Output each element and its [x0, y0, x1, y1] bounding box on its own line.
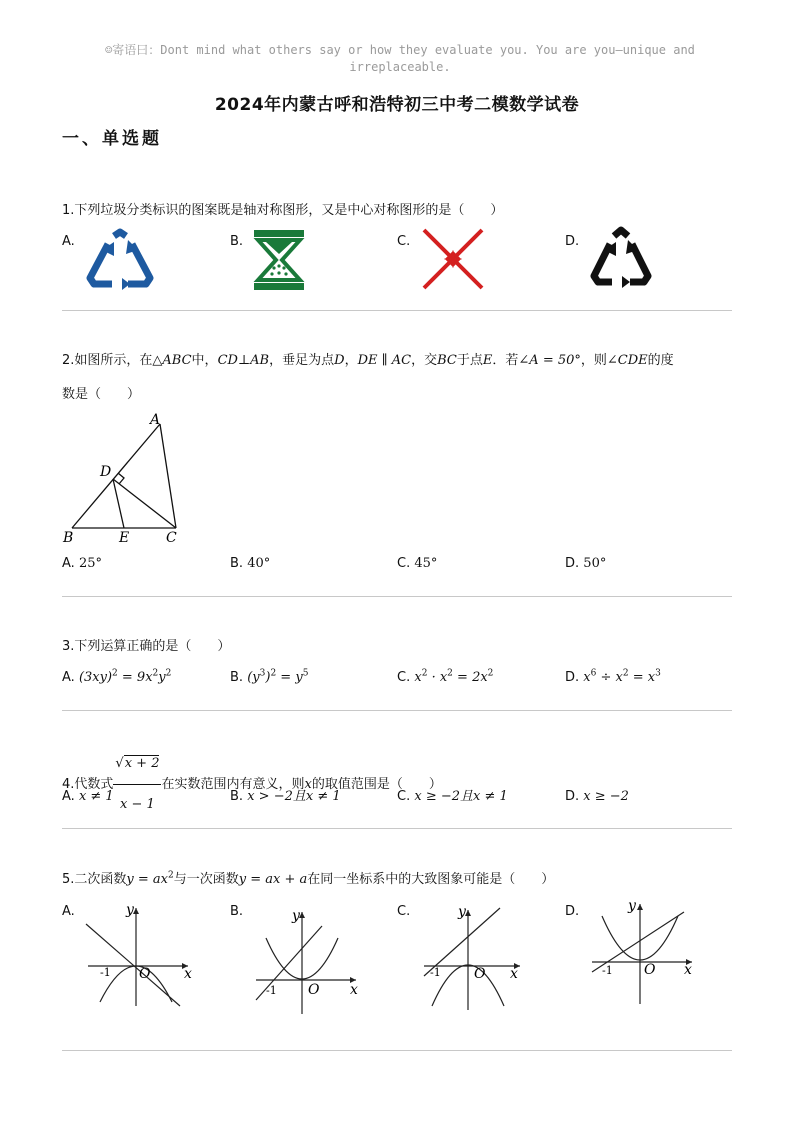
q4-fraction: $\frac{√x + 2}{x - 1}$: [113, 744, 161, 825]
q5-text-a: 5.二次函数: [62, 872, 127, 887]
q2-option-a: A. 25°: [62, 556, 102, 571]
q5-option-a-label: A.: [62, 904, 75, 919]
q4-option-c: C. x ≥ −2且x ≠ 1: [397, 789, 508, 804]
fig-label-a: A: [150, 412, 161, 428]
graph-c: [420, 902, 530, 1012]
q5-option-d-label: D.: [565, 904, 580, 919]
q4-option-d: D. x ≥ −2: [565, 789, 629, 804]
axis-x-label: x: [184, 966, 192, 982]
minus-one-label: -1: [430, 966, 441, 979]
axis-x-label: x: [510, 966, 518, 982]
q2-text-i: 的度: [647, 353, 674, 368]
question-4-text: [62, 744, 442, 825]
q4-prefix: 4.代数式: [62, 777, 114, 792]
question-2-text: [62, 350, 742, 372]
origin-label: O: [644, 962, 656, 978]
q2-text-d: ，: [344, 353, 358, 368]
q2-text-g: ．若: [492, 353, 519, 368]
divider: [62, 596, 732, 597]
divider: [62, 310, 732, 311]
q1-option-c-label: C.: [397, 234, 411, 249]
q4-suffix-a: 在实数范围内有意义，则: [161, 777, 305, 792]
q2-e: E: [482, 353, 493, 368]
question-5-text: [62, 869, 554, 891]
q4-option-b: B. x > −2且x ≠ 1: [230, 789, 341, 804]
q5-f1: y = ax: [126, 872, 168, 887]
motto-line-2: irreplaceable.: [349, 60, 451, 74]
q4-option-a: A. x ≠ 1: [62, 789, 114, 804]
q5-text-b: 与一次函数: [173, 872, 239, 887]
recycle-triangle-icon: [588, 226, 654, 290]
q2-abc: ABC: [162, 353, 192, 368]
divider: [62, 710, 732, 711]
q2-angle-cde: ∠CDE: [606, 353, 648, 368]
question-1-text: 1.下列垃圾分类标识的图案既是轴对称图形，又是中心对称图形的是（ ）: [62, 203, 504, 218]
q4-denominator: x − 1: [120, 797, 155, 812]
motto-line-1: ☺寄语曰：Dont mind what others say or how they evaluate you. You are you—unique and: [105, 43, 695, 57]
q3-option-b: B. $(y^3)^2 = y^5$: [230, 668, 309, 685]
q4-suffix-b: 的取值范围是（ ）: [311, 777, 442, 792]
q2-text-f: 于点: [456, 353, 483, 368]
q2-text-c: ，垂足为点: [269, 353, 335, 368]
axis-x-label: x: [684, 962, 692, 978]
minus-one-label: -1: [100, 966, 111, 979]
q3-option-c: C. $x^2 \cdot x^2 = 2x^2$: [397, 668, 494, 685]
axis-y-label: y: [628, 898, 636, 914]
q2-bc: BC: [437, 353, 457, 368]
section-heading: 一、单选题: [62, 129, 162, 149]
q1-option-b-label: B.: [230, 234, 244, 249]
divider: [62, 828, 732, 829]
q2-text-e: ，交: [411, 353, 438, 368]
question-3-text: 3.下列运算正确的是（ ）: [62, 639, 231, 654]
graph-d: [588, 898, 698, 1008]
q5-option-c-label: C.: [397, 904, 411, 919]
axis-y-label: y: [292, 908, 300, 924]
q2-text-h: ，则: [580, 353, 607, 368]
fig-label-e: E: [119, 530, 130, 546]
origin-label: O: [139, 966, 151, 982]
q3-option-d: D. $x^6 \div x^2 = x^3$: [565, 668, 661, 685]
q2-text-a: 2.如图所示，在△: [62, 353, 163, 368]
q5-f1-sup: 2: [168, 870, 174, 881]
q2-option-b: B. 40°: [230, 556, 271, 571]
recycle-triangle-icon: [84, 228, 156, 292]
q1-option-d-label: D.: [565, 234, 580, 249]
fig-label-b: B: [63, 530, 74, 546]
motto-text: [60, 42, 740, 76]
q5-text-c: 在同一坐标系中的大致图象可能是（ ）: [307, 872, 555, 887]
q2-option-d: D. 50°: [565, 556, 607, 571]
fig-label-d: D: [100, 464, 112, 480]
origin-label: O: [308, 982, 320, 998]
question-2-line-2: 数是（ ）: [62, 387, 141, 402]
origin-label: O: [474, 966, 486, 982]
q5-f2: y = ax + a: [238, 872, 308, 887]
graph-a: [84, 898, 194, 1008]
axis-x-label: x: [350, 982, 358, 998]
fig-label-c: C: [166, 530, 177, 546]
minus-one-label: -1: [602, 964, 613, 977]
q2-d: D: [334, 353, 345, 368]
q2-de-ac: DE ∥ AC: [357, 353, 412, 368]
axis-y-label: y: [458, 904, 466, 920]
q4-numerator: x + 2: [124, 756, 160, 771]
q2-cd-ab: CD⊥AB: [217, 353, 270, 368]
q4-x: x: [304, 777, 312, 792]
four-arrows-icon: [420, 226, 486, 292]
q2-option-c: C. 45°: [397, 556, 438, 571]
q2-angle-a: ∠A = 50°: [518, 353, 581, 368]
q1-option-a-label: A.: [62, 234, 75, 249]
hourglass-icon: [252, 228, 306, 292]
q2-text-b: 中，: [191, 353, 218, 368]
minus-one-label: -1: [266, 984, 277, 997]
q5-option-b-label: B.: [230, 904, 244, 919]
divider: [62, 1050, 732, 1051]
axis-y-label: y: [126, 902, 134, 918]
triangle-figure: [60, 410, 190, 550]
page-title: 2024年内蒙古呼和浩特初三中考二模数学试卷: [214, 95, 580, 115]
graph-b: [252, 904, 362, 1016]
q3-option-a: A. $(3xy)^2 = 9x^2y^2$: [62, 668, 172, 685]
